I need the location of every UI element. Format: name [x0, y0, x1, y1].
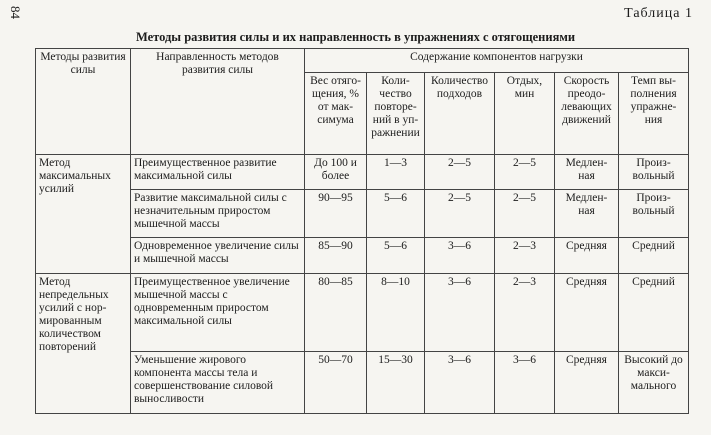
header-sets: Количество подходов — [425, 73, 495, 155]
page-number: 84 — [8, 6, 23, 19]
reps-cell: 8—10 — [367, 274, 425, 352]
rest-cell: 2—3 — [495, 238, 555, 274]
speed-cell: Средняя — [555, 238, 619, 274]
speed-cell: Средняя — [555, 352, 619, 414]
sets-cell: 3—6 — [425, 238, 495, 274]
direction-cell: Уменьшение жирового компонента массы тела и совершенствование силовой выносливости — [131, 352, 305, 414]
table-row — [36, 238, 689, 274]
speed-cell: Медлен-ная — [555, 190, 619, 238]
direction-cell: Одновременное увеличение силы и мышечной массы — [131, 238, 305, 274]
speed-cell: Медлен-ная — [555, 155, 619, 190]
table-row — [36, 155, 689, 190]
reps-cell: 1—3 — [367, 155, 425, 190]
tempo-cell: Произ-вольный — [619, 155, 689, 190]
header-methods: Методы развития силы — [36, 49, 131, 155]
reps-cell: 15—30 — [367, 352, 425, 414]
direction-cell: Преимущественное развитие максимальной силы — [131, 155, 305, 190]
sets-cell: 2—5 — [425, 190, 495, 238]
reps-cell: 5—6 — [367, 190, 425, 238]
table-row — [36, 190, 689, 238]
sets-cell: 2—5 — [425, 155, 495, 190]
header-rest: Отдых, мин — [495, 73, 555, 155]
tempo-cell: Средний — [619, 238, 689, 274]
direction-cell: Развитие максимальной силы с незначительным приростом мышечной массы — [131, 190, 305, 238]
weight-cell: 80—85 — [305, 274, 367, 352]
table-title: Методы развития силы и их направленность в упражнениях с отягощениями — [135, 30, 576, 44]
tempo-cell: Высокий до макси-мального — [619, 352, 689, 414]
reps-cell: 5—6 — [367, 238, 425, 274]
method-cell: Метод непредельных усилий с нор-мированным количеством повторений — [36, 274, 131, 414]
weight-cell: 85—90 — [305, 238, 367, 274]
weight-cell: 90—95 — [305, 190, 367, 238]
sets-cell: 3—6 — [425, 352, 495, 414]
rest-cell: 2—3 — [495, 274, 555, 352]
methods-table — [35, 48, 689, 414]
header-weight: Вес отяго-щения, % от мак-симума — [305, 73, 367, 155]
table-row — [36, 274, 689, 352]
rest-cell: 3—6 — [495, 352, 555, 414]
method-cell: Метод максимальных усилий — [36, 155, 131, 274]
direction-cell: Преимущественное увеличение мышечной массы с одновременным приростом максимальной силы — [131, 274, 305, 352]
rest-cell: 2—5 — [495, 155, 555, 190]
sets-cell: 3—6 — [425, 274, 495, 352]
speed-cell: Средняя — [555, 274, 619, 352]
header-speed: Скорость преодо-левающих движений — [555, 73, 619, 155]
header-load-content: Содержание компонентов нагрузки — [305, 49, 689, 73]
rest-cell: 2—5 — [495, 190, 555, 238]
header-reps: Коли-чество повторе-ний в уп-ражнении — [367, 73, 425, 155]
header-tempo: Темп вы-полнения упражне-ния — [619, 73, 689, 155]
weight-cell: 50—70 — [305, 352, 367, 414]
tempo-cell: Средний — [619, 274, 689, 352]
header-direction: Направленность методов развития силы — [131, 49, 305, 155]
table-row — [36, 352, 689, 414]
weight-cell: До 100 и более — [305, 155, 367, 190]
tempo-cell: Произ-вольный — [619, 190, 689, 238]
table-label: Таблица 1 — [624, 6, 693, 21]
